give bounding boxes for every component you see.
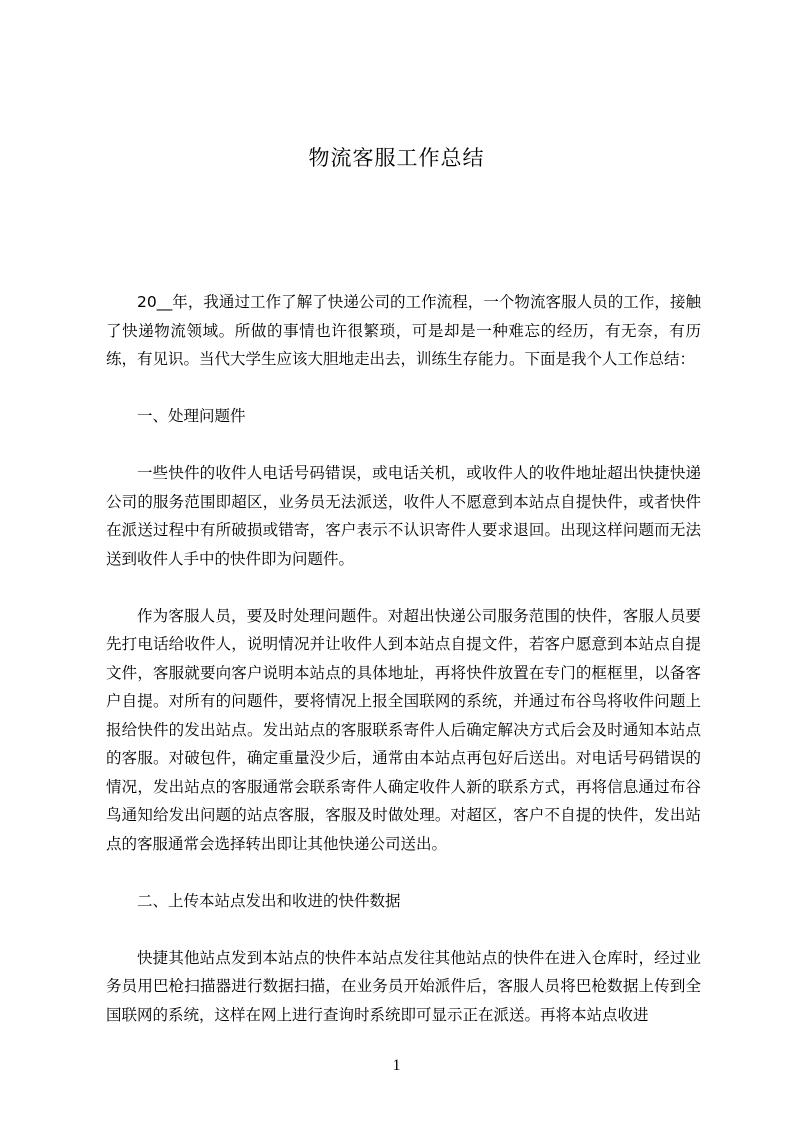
section1-paragraph-2: 作为客服人员，要及时处理问题件。对超出快递公司服务范围的快件，客服人员要先打电话给收件人，说明情况并让收件人到本站点自提文件，若客户愿意到本站点自提文件，客服就要向客户说明本站点的具体地址，再将快件放置在专门的框框里，以备客户自提。对所有的问题件，要将情况上报全国联网的系统，并通过布谷鸟将收件问题上报给快件的发出站点。发出站点的客服联系寄件人后确定解决方式后会及时通知本站点的客服。对破包件，确定重量没少后，通常由本站点再包好后送出。对电话号码错误的情况，发出站点的客服通常会联系寄件人确定收件人新的联系方式，再将信息通过布谷鸟通知给发出问题的站点客服，客服及时做处理。对超区，客户不自提的快件，发出站点的客服通常会选择转出即让其他快递公司送出。: [106, 606, 701, 853]
document-body: [106, 288, 701, 1029]
paragraph-spacer: [106, 374, 701, 403]
section-heading-1: 一、处理问题件: [137, 407, 246, 425]
section2-paragraph-1: 快捷其他站点发到本站点的快件本站点发往其他站点的快件在进入仓库时，经过业务员用巴枪扫描器进行数据扫描，在业务员开始派件后，客服人员将巴枪数据上传到全国联网的系统，这样在网上进行查询时系统即可显示正在派送。再将本站点收进: [106, 948, 701, 1024]
paragraph-spacer: [106, 858, 701, 887]
paragraph-spacer: [106, 573, 701, 602]
page-number: 1: [392, 1057, 401, 1074]
paragraph-spacer: [106, 431, 701, 460]
document-title: 物流客服工作总结: [308, 146, 485, 170]
section1-paragraph-1: 一些快件的收件人电话号码错误，或电话关机，或收件人的收件地址超出快捷快递公司的服务范围即超区，业务员无法派送，收件人不愿意到本站点自提快件，或者快件在派送过程中有所破损或错寄，客户表示不认识寄件人要求退回。出现这样问题而无法送到收件人手中的快件即为问题件。: [106, 464, 701, 568]
intro-paragraph: 20__年，我通过工作了解了快递公司的工作流程，一个物流客服人员的工作，接触了快递物流领域。所做的事情也许很繁琐，可是却是一种难忘的经历，有无奈，有历练，有见识。当代大学生应该大胆地走出去，训练生存能力。下面是我个人工作总结：: [106, 293, 701, 368]
section-heading-2: 二、上传本站点发出和收进的快件数据: [137, 891, 401, 910]
paragraph-spacer: [106, 915, 701, 944]
